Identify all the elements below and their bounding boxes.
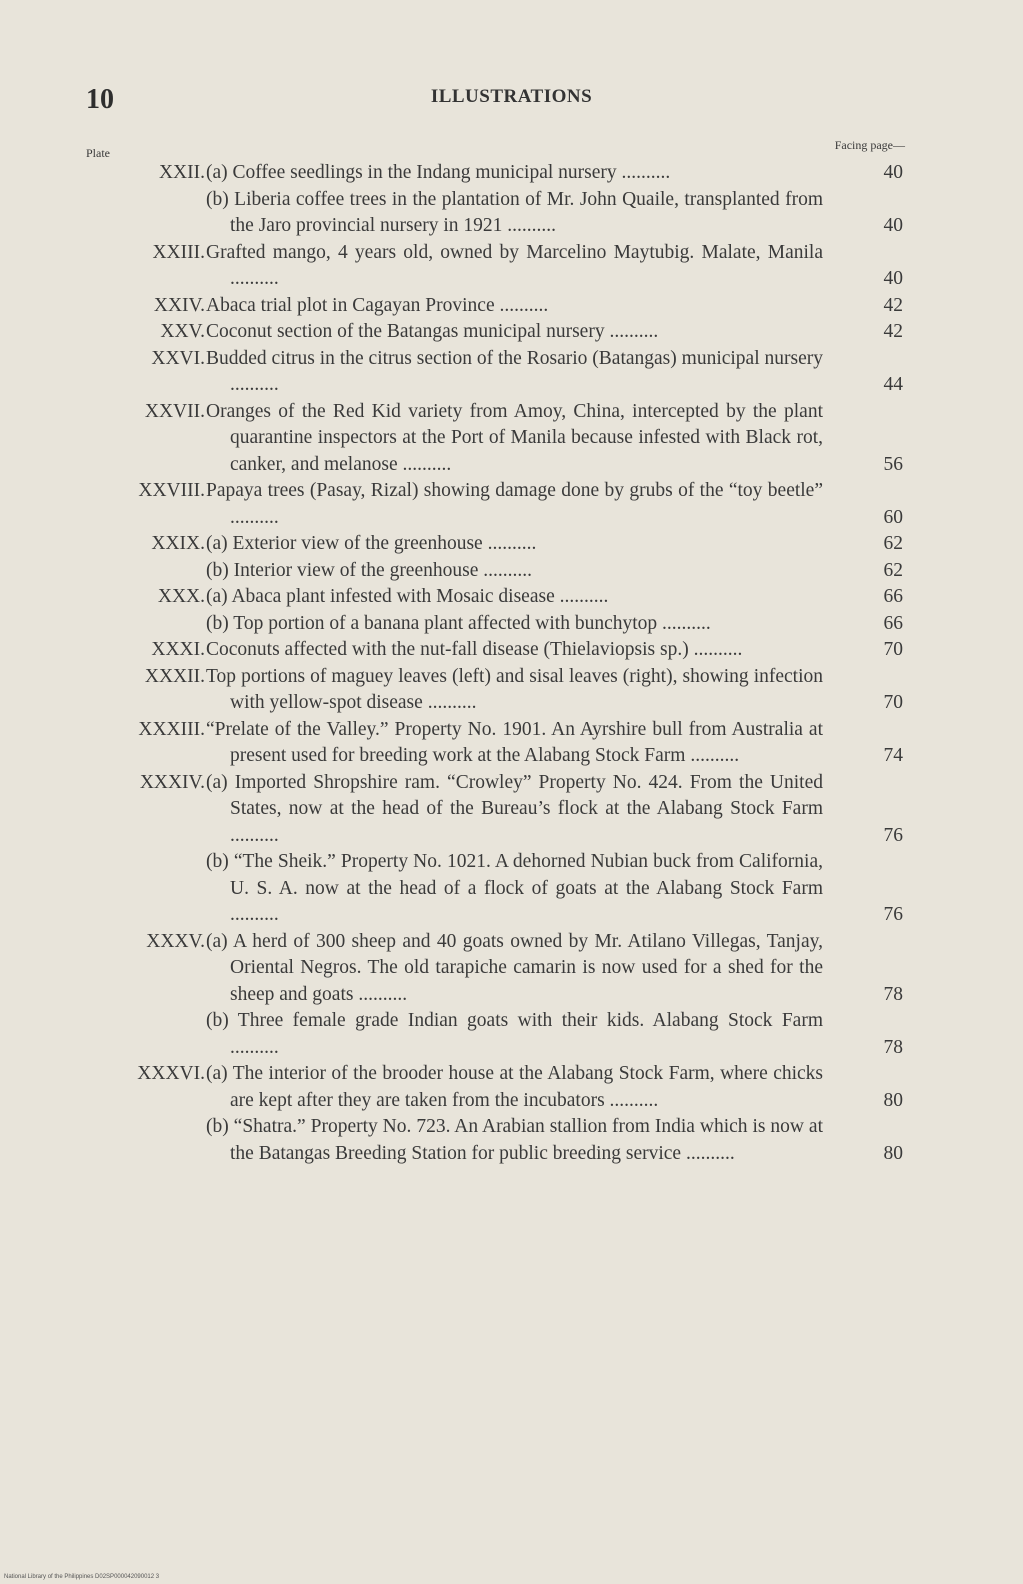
list-item [0, 478, 1023, 531]
leader-dots: .......... [230, 506, 279, 528]
plate-number: XXII. [158, 162, 205, 183]
list-item [0, 770, 1023, 850]
sub-item-letter: (b) [206, 188, 235, 210]
footer-note: National Library of the Philippines D02SP000042090012 3 [4, 1574, 160, 1580]
leader-dots: .......... [657, 612, 711, 634]
leader-dots: .......... [230, 904, 279, 925]
sub-item-letter: (b) [206, 1010, 238, 1031]
facing-page-number: 40 [883, 215, 903, 236]
facing-page-number: 70 [883, 692, 903, 713]
list-item [0, 160, 1023, 187]
leader-dots: .......... [681, 1142, 735, 1164]
caption-text: Budded citrus in the citrus section of the Rosario (Batangas) municipal nursery [206, 347, 823, 369]
sub-item-letter: (a) [206, 771, 235, 793]
list-item [0, 399, 1023, 479]
sub-item-letter: (a) [206, 162, 233, 183]
leader-dots: .......... [230, 374, 279, 395]
plate-number: XXV. [160, 321, 205, 342]
caption-text: Three female grade Indian goats with their kids. Alabang Stock Farm [237, 1010, 823, 1031]
facing-page-number: 78 [883, 983, 903, 1005]
running-head: ILLUSTRATIONS [430, 86, 593, 107]
caption-text: Abaca trial plot in Cagayan Province [206, 294, 495, 316]
caption-text: Coconut section of the Batangas municipal nursery [206, 321, 605, 342]
page-number: 10 [86, 84, 114, 115]
list-item [0, 1061, 1023, 1114]
facing-page-number: 44 [883, 374, 903, 395]
caption-text: Top portions of maguey leaves (left) and sisal leaves (right), showing infection with yellow-spot disease [206, 665, 823, 713]
facing-page-number: 80 [883, 1089, 903, 1111]
plate-number: XXXIV. [139, 771, 205, 793]
list-item [0, 664, 1023, 717]
caption-text: A herd of 300 sheep and 40 goats owned by Mr. Atilano Villegas, Tanjay, Oriental Negros. The old tarapiche camarin is now used for a shed for the sheep and goats [230, 930, 823, 1005]
facing-page-column-label: Facing page— [834, 138, 905, 152]
facing-page-number: 42 [883, 321, 903, 342]
list-item [0, 849, 1023, 929]
sub-item-letter: (b) [206, 851, 234, 872]
leader-dots: .......... [494, 294, 549, 316]
list-item [0, 1008, 1023, 1061]
facing-page-number: 80 [883, 1142, 903, 1164]
plate-number: XXXIII. [138, 718, 205, 740]
leader-dots: .......... [688, 639, 743, 660]
list-item [0, 558, 1023, 585]
facing-page-number: 56 [883, 453, 903, 475]
facing-page-number: 66 [883, 612, 903, 634]
list-item [0, 611, 1023, 638]
plate-column-label: Plate [86, 146, 110, 160]
plate-number: XXXI. [151, 639, 205, 660]
list-item [0, 717, 1023, 770]
leader-dots: .......... [230, 824, 279, 846]
list-item [0, 293, 1023, 320]
leader-dots: .......... [230, 268, 279, 289]
list-item [0, 929, 1023, 1009]
leader-dots: .......... [604, 1089, 659, 1111]
leader-dots: .......... [554, 586, 609, 607]
facing-page-number: 40 [883, 162, 903, 183]
facing-page-number: 66 [883, 586, 903, 607]
list-item [0, 346, 1023, 399]
caption-text: “Prelate of the Valley.” Property No. 1901. An Ayrshire bull from Australia at present used for breeding work at the Alabang Stock Farm [206, 718, 823, 766]
plate-number: XXIV. [153, 294, 205, 316]
leader-dots: .......... [604, 321, 659, 342]
plate-number: XXXVI. [137, 1063, 205, 1084]
caption-text: Imported Shropshire ram. “Crowley” Property No. 424. From the United States, now at the head of the Bureau’s flock at the Alabang Stock Farm [230, 771, 823, 819]
list-item [0, 187, 1023, 240]
sub-item-letter: (a) [206, 586, 232, 607]
facing-page-number: 60 [883, 506, 903, 528]
caption-text: Papaya trees (Pasay, Rizal) showing damage done by grubs of the “toy beetle” [206, 480, 823, 501]
sub-item-letter: (b) [206, 1116, 234, 1137]
plate-number: XXVI. [151, 347, 205, 369]
caption-text: Interior view of the greenhouse [233, 559, 479, 581]
plate-number: XXX. [157, 586, 205, 607]
facing-page-number: 62 [883, 559, 903, 581]
illustrations-list [0, 160, 1023, 1167]
facing-page-number: 40 [883, 268, 903, 289]
list-item [0, 240, 1023, 293]
sub-item-letter: (b) [206, 559, 234, 581]
plate-number: XXIX. [151, 533, 205, 554]
facing-page-number: 76 [883, 904, 903, 925]
leader-dots: .......... [397, 453, 452, 475]
facing-page-number: 42 [883, 294, 903, 316]
facing-page-number: 76 [883, 824, 903, 846]
plate-number: XXXII. [144, 665, 205, 687]
list-item [0, 584, 1023, 611]
facing-page-number: 78 [883, 1036, 903, 1058]
caption-text: “The Sheik.” Property No. 1021. A dehorned Nubian buck from California, U. S. A. now at the head of a flock of goats at the Alabang Stock Farm [230, 851, 823, 899]
caption-text: Coffee seedlings in the Indang municipal nursery [232, 162, 617, 183]
plate-number: XXVIII. [138, 480, 205, 501]
plate-number: XXVII. [144, 400, 205, 422]
sub-item-letter: (b) [206, 612, 234, 634]
leader-dots: .......... [685, 745, 740, 766]
caption-text: Exterior view of the greenhouse [232, 533, 483, 554]
leader-dots: .......... [616, 162, 671, 183]
facing-page-number: 70 [883, 639, 903, 660]
caption-text: Top portion of a banana plant affected with bunchytop [233, 612, 658, 634]
facing-page-number: 62 [883, 533, 903, 554]
sub-item-letter: (a) [206, 533, 233, 554]
caption-text: Oranges of the Red Kid variety from Amoy, China, intercepted by the plant quarantine inspectors at the Port of Manila because infested with Black rot, canker, and melanose [206, 400, 823, 475]
caption-text: Abaca plant infested with Mosaic disease [231, 586, 555, 607]
caption-text: “Shatra.” Property No. 723. An Arabian stallion from India which is now at the Batangas Breeding Station for public breeding service [230, 1116, 823, 1164]
leader-dots: .......... [353, 983, 408, 1005]
caption-text: Liberia coffee trees in the plantation of Mr. John Quaile, transplanted from the Jaro provincial nursery in 1921 [230, 188, 823, 236]
caption-text: Coconuts affected with the nut-fall disease (Thielaviopsis sp.) [206, 639, 689, 660]
list-item [0, 531, 1023, 558]
sub-item-letter: (a) [206, 930, 233, 952]
plate-number: XXIII. [152, 241, 205, 263]
caption-text: Grafted mango, 4 years old, owned by Marcelino Maytubig. Malate, Manila [206, 241, 823, 263]
list-item [0, 319, 1023, 346]
leader-dots: .......... [230, 1036, 279, 1058]
list-item [0, 1114, 1023, 1167]
list-item [0, 637, 1023, 664]
leader-dots: .......... [482, 533, 537, 554]
plate-number: XXXV. [146, 930, 205, 952]
leader-dots: .......... [422, 692, 477, 713]
leader-dots: .......... [502, 215, 557, 236]
sub-item-letter: (a) [206, 1063, 233, 1084]
caption-text: The interior of the brooder house at the Alabang Stock Farm, where chicks are kept after they are taken from the incubators [230, 1063, 824, 1111]
leader-dots: .......... [478, 559, 532, 581]
facing-page-number: 74 [883, 745, 903, 766]
